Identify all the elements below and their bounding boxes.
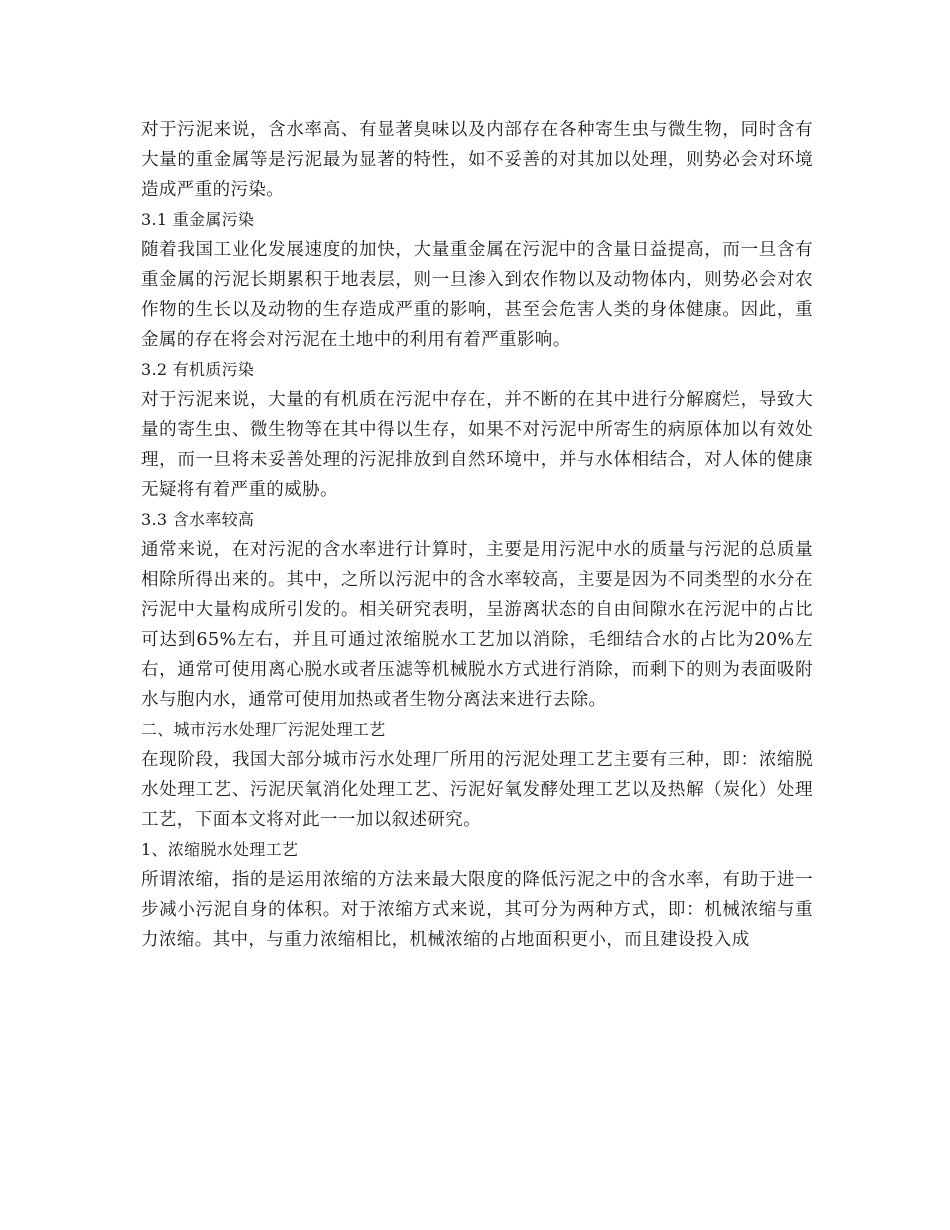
section-heading-3-3: 3.3 含水率较高 [141,510,255,529]
paragraph-treatment-processes: 在现阶段，我国大部分城市污水处理厂所用的污泥处理工艺主要有三种，即：浓缩脱水处理工艺、污泥厌氧消化处理工艺、污泥好氧发酵处理工艺以及热解（炭化）处理工艺，下面本文将对此一一加以叙述研究。 [141,750,813,830]
section-heading-3-1: 3.1 重金属污染 [141,210,255,229]
paragraph-heavy-metal-pollution: 随着我国工业化发展速度的加快，大量重金属在污泥中的含量日益提高，而一旦含有重金属的污泥长期累积于地表层，则一旦渗入到农作物以及动物体内，则势必会对农作物的生长以及动物的生存造成严重的影响，甚至会危害人类的身体健康。因此，重金属的存在将会对污泥在土地中的利用有着严重影响。 [141,240,813,350]
paragraph-thickening-description: 所谓浓缩，指的是运用浓缩的方法来最大限度的降低污泥之中的含水率，有助于进一步减小污泥自身的体积。对于浓缩方式来说，其可分为两种方式，即：机械浓缩与重力浓缩。其中，与重力浓缩相比，机械浓缩的占地面积更小，而且建设投入成 [141,870,813,950]
paragraph-organic-pollution: 对于污泥来说，大量的有机质在污泥中存在，并不断的在其中进行分解腐烂，导致大量的寄生虫、微生物等在其中得以生存，如果不对污泥中所寄生的病原体加以有效处理，而一旦将未妥善处理的污泥排放到自然环境中，并与水体相结合，对人体的健康无疑将有着严重的威胁。 [141,390,813,500]
paragraph-sludge-characteristics: 对于污泥来说，含水率高、有显著臭味以及内部存在各种寄生虫与微生物，同时含有大量的重金属等是污泥最为显著的特性，如不妥善的对其加以处理，则势必会对环境造成严重的污染。 [141,120,813,200]
document-body [141,115,813,955]
section-heading-3-2: 3.2 有机质污染 [141,360,255,379]
section-heading-1-thickening: 1、浓缩脱水处理工艺 [141,840,299,859]
paragraph-water-content: 通常来说，在对污泥的含水率进行计算时，主要是用污泥中水的质量与污泥的总质量相除所得出来的。其中，之所以污泥中的含水率较高，主要是因为不同类型的水分在污泥中大量构成所引发的。相关研究表明，呈游离状态的自由间隙水在污泥中的占比可达到65%左右，并且可通过浓缩脱水工艺加以消除，毛细结合水的占比为20%左右，通常可使用离心脱水或者压滤等机械脱水方式进行消除，而剩下的则为表面吸附水与胞内水，通常可使用加热或者生物分离法来进行去除。 [141,540,813,710]
section-heading-part-2: 二、城市污水处理厂污泥处理工艺 [141,720,386,739]
